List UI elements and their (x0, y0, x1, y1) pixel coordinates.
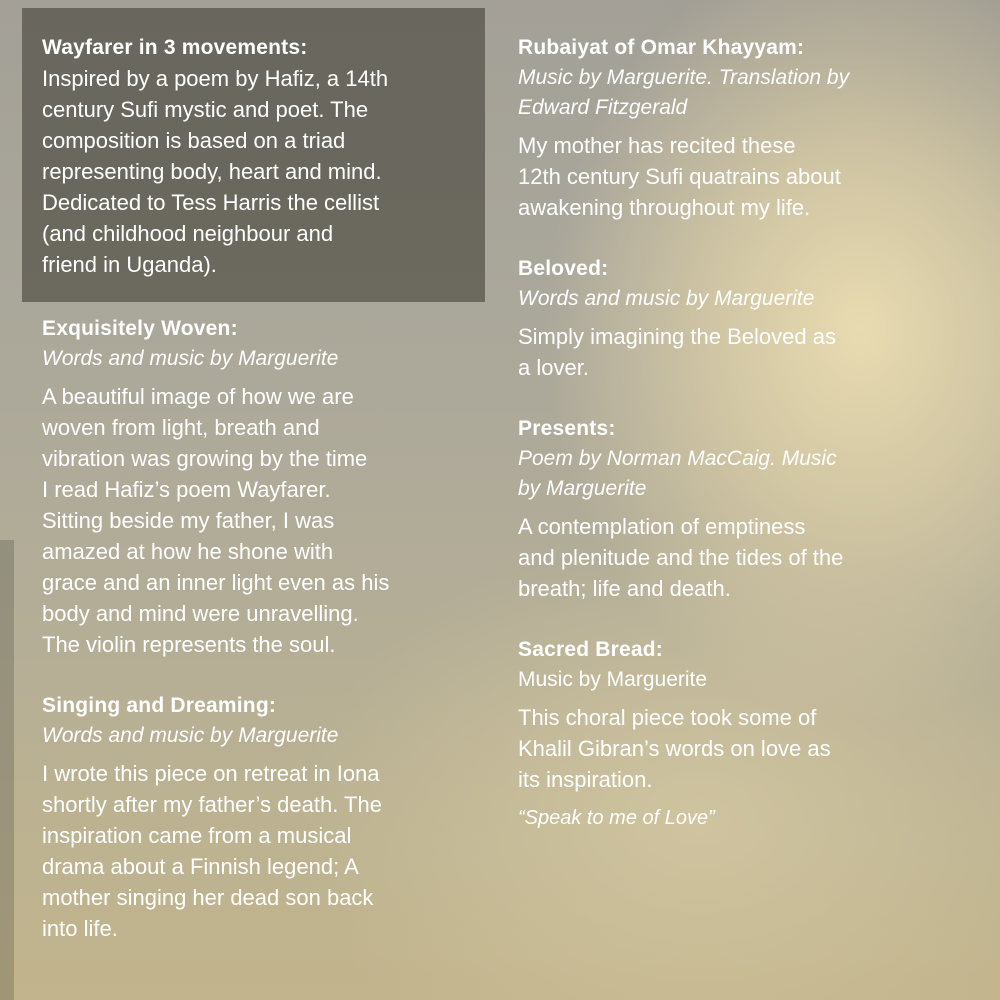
section-title: Exquisitely Woven: (42, 317, 238, 340)
section-singing-and-dreaming (42, 690, 482, 944)
edge-shade (0, 540, 14, 1000)
section-rubaiyat (518, 32, 958, 223)
section-body: A beautiful image of how we are woven from light, breath and vibration was growing by the time I read Hafiz’s poem Wayfarer. Sitting beside my father, I was amazed at how he shone with grace and an inner light even as his body and mind were unravelling. The violin represents the soul. (42, 384, 390, 657)
section-body: Inspired by a poem by Hafiz, a 14th century Sufi mystic and poet. The composition is based on a triad representing body, heart and mind. Dedicated to Tess Harris the cellist (and childhood neighbour and friend in Uganda). (42, 66, 389, 277)
section-quote: “Speak to me of Love” (518, 807, 715, 829)
section-wayfarer (42, 32, 482, 280)
section-title: Singing and Dreaming: (42, 694, 277, 717)
section-title: Sacred Bread: (518, 638, 663, 661)
section-presents (518, 413, 958, 604)
section-body: My mother has recited these 12th century Sufi quatrains about awakening throughout my life. (518, 133, 841, 220)
left-column (42, 32, 482, 944)
section-title: Presents: (518, 417, 616, 440)
section-body: Simply imagining the Beloved as a lover. (518, 324, 836, 380)
section-title: Wayfarer in 3 movements: (42, 36, 308, 59)
section-credit: Words and music by Marguerite (42, 347, 339, 370)
section-body: This choral piece took some of Khalil Gibran’s words on love as its inspiration. (518, 705, 831, 792)
section-beloved (518, 253, 958, 383)
right-column (518, 32, 958, 853)
section-title: Rubaiyat of Omar Khayyam: (518, 36, 805, 59)
section-body: A contemplation of emptiness and plenitude and the tides of the breath; life and death. (518, 514, 844, 601)
section-credit: Poem by Norman MacCaig. Music by Marguerite (518, 447, 837, 500)
section-title: Beloved: (518, 257, 609, 280)
section-exquisitely-woven (42, 313, 482, 660)
section-sacred-bread (518, 634, 958, 833)
section-credit: Words and music by Marguerite (42, 724, 339, 747)
section-body: I wrote this piece on retreat in Iona shortly after my father’s death. The inspiration came from a musical drama about a Finnish legend; A mother singing her dead son back into life. (42, 761, 382, 941)
section-credit: Words and music by Marguerite (518, 287, 815, 310)
section-credit: Music by Marguerite. Translation by Edward Fitzgerald (518, 66, 850, 119)
section-credit: Music by Marguerite (518, 668, 708, 691)
